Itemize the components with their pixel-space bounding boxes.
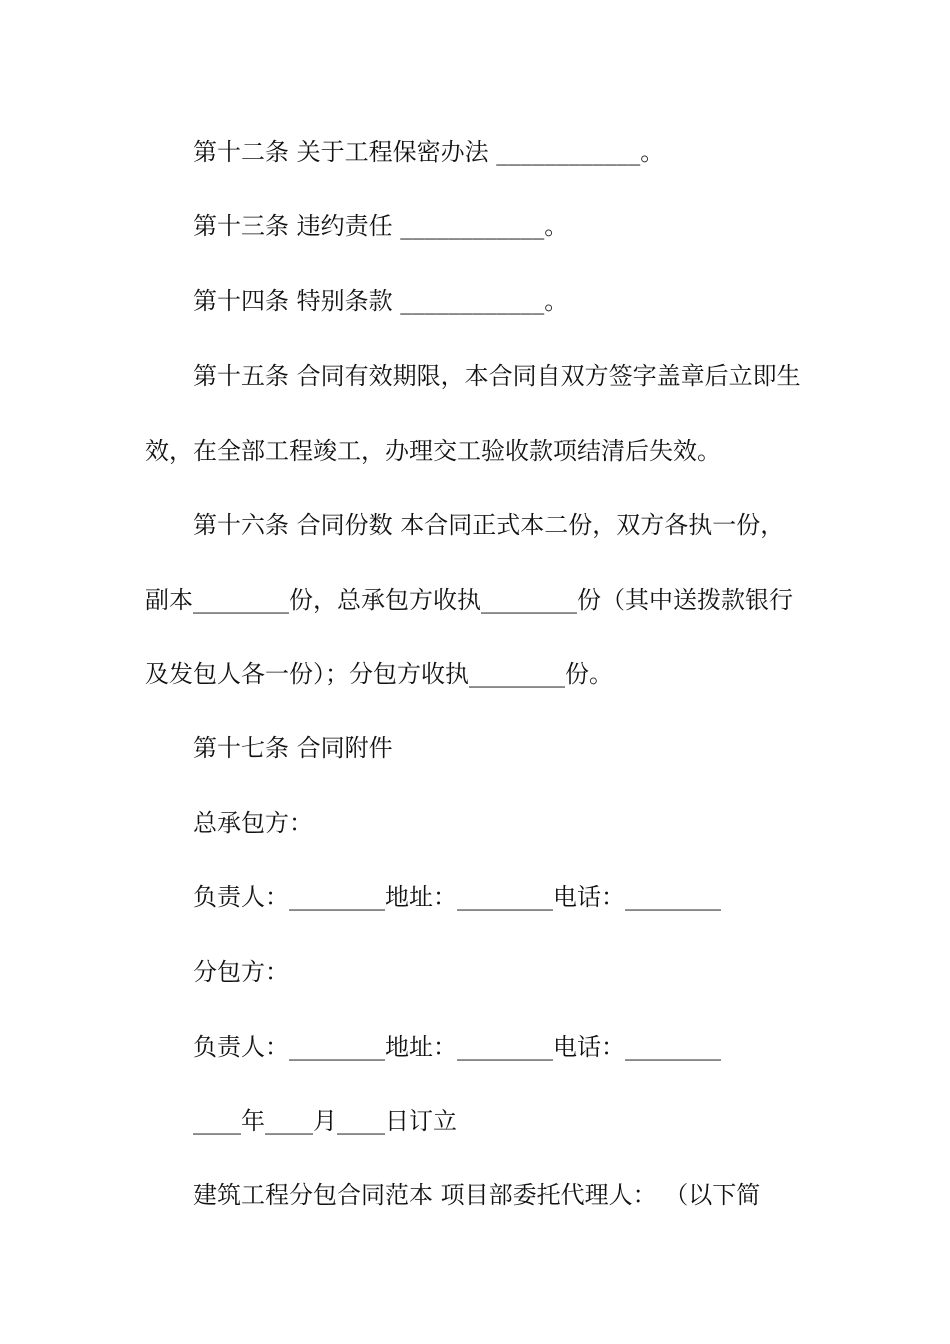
general-contractor-heading: 总承包方： (193, 809, 313, 837)
article-17-attachments: 第十七条 合同附件 (193, 734, 393, 762)
general-contractor-contact-line: 负责人：________地址：________电话：________ (193, 883, 721, 911)
article-12-confidentiality: 第十二条 关于工程保密办法 ____________。 (193, 138, 665, 166)
article-14-special-terms: 第十四条 特别条款 ____________。 (193, 287, 569, 315)
article-16-copies-end: 及发包人各一份）；分包方收执________份。 (145, 660, 613, 688)
article-13-liability: 第十三条 违约责任 ____________。 (193, 212, 569, 240)
article-15-validity: 第十五条 合同有效期限，本合同自双方签字盖章后立即生 (193, 362, 801, 390)
subcontractor-heading: 分包方： (193, 958, 289, 986)
template-title-line: 建筑工程分包合同范本 项目部委托代理人： （以下简 (193, 1181, 761, 1209)
article-15-validity-continued: 效，在全部工程竣工，办理交工验收款项结清后失效。 (145, 437, 721, 465)
article-16-copies-continued: 副本________份，总承包方收执________份（其中送拨款银行 (145, 586, 793, 614)
subcontractor-contact-line: 负责人：________地址：________电话：________ (193, 1033, 721, 1061)
article-16-copies: 第十六条 合同份数 本合同正式本二份，双方各执一份， (193, 511, 785, 539)
signing-date-line: ____年____月____日订立 (193, 1107, 457, 1135)
